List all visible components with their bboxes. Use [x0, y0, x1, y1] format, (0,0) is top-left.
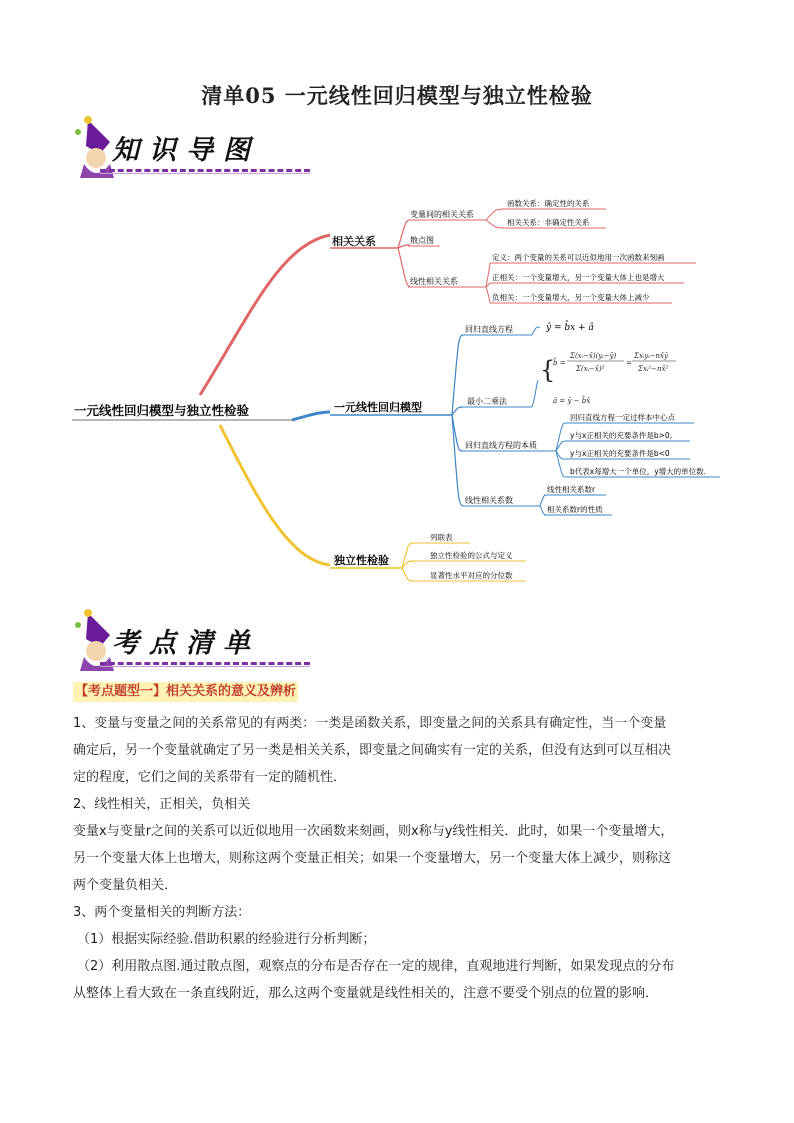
banner-divider [100, 662, 310, 665]
leaf-independence-formula: 独立性检验的公式与定义 [430, 551, 513, 560]
banner-divider [100, 169, 310, 172]
leaf-positive: 正相关：一个变量增大，另一个变量大体上也是增大 [492, 273, 665, 282]
node-linear-relation: 线性相关关系 [410, 277, 458, 286]
branch-related: 相关关系 [332, 235, 376, 248]
svg-text:Σ(xᵢ−x̄)²: Σ(xᵢ−x̄)² [576, 365, 605, 373]
leaf-b-meaning: b代表x每增大一个单位，y增大的单位数. [570, 467, 707, 476]
paragraph: 两个变量负相关． [73, 878, 178, 893]
mindmap-root: 一元线性回归模型与独立性检验 [74, 403, 250, 418]
paragraph: 定的程度，它们之间的关系带有一定的随机性． [73, 770, 347, 785]
svg-text:=: = [626, 359, 632, 367]
leaf-negative: 负相关：一个变量增大，另一个变量大体上减少 [492, 293, 650, 302]
topic-heading: 【考点题型一】相关关系的意义及辨析 [73, 682, 298, 702]
branch-line-2 [292, 412, 330, 420]
leaf-coef-property: 相关系数r的性质 [547, 505, 603, 514]
leaf-contingency: 列联表 [430, 533, 453, 542]
node-var-relation: 变量间的相关关系 [410, 210, 474, 219]
least-squares-formula [540, 352, 676, 405]
svg-text:b̂ =: b̂ = [553, 359, 566, 367]
branch-line-3 [220, 425, 330, 565]
formula-regression: ŷ = b̂x + â [546, 323, 594, 333]
node-scatter: 散点图 [410, 236, 434, 245]
banner-divider-thin [100, 666, 310, 667]
node-regression-essence: 回归直线方程的本质 [465, 441, 537, 450]
node-correlation-coef: 线性相关系数 [465, 496, 513, 505]
paragraph: 另一个变量大体上也增大，则称这两个变量正相关；如果一个变量增大，另一个变量大体上减少，则称这 [73, 851, 672, 866]
leaf-b-negative: y与x正相关的充要条件是b<0 [570, 449, 670, 458]
svg-text:Σxᵢ²−nx̄²: Σxᵢ²−nx̄² [638, 365, 669, 373]
paragraph: 1、变量与变量之间的关系常见的有两类：一类是函数关系，即变量之间的关系具有确定性，当一个变量 [73, 716, 667, 731]
branch-independence: 独立性检验 [334, 554, 389, 567]
paragraph: 确定后，另一个变量就确定了另一类是相关关系，即变量之间确实有一定的关系，但没有达到可以互相决 [73, 743, 672, 758]
mind-map [0, 175, 794, 600]
paragraph: 2、线性相关，正相关，负相关 [73, 797, 251, 812]
branch-regression: 一元线性回归模型 [334, 401, 422, 414]
leaf-b-positive: y与x正相关的充要条件是b>0, [570, 431, 673, 440]
node-least-squares: 最小二乘法 [467, 397, 507, 406]
key-points-title: 考点清单 [112, 628, 260, 659]
banner-divider-thin [100, 173, 310, 174]
leaf-function-relation: 函数关系：确定性的关系 [507, 199, 590, 208]
paragraph: 变量x与变量r之间的关系可以近似地用一次函数来刻画，则x称与y线性相关．此时，如果一个变量增大， [73, 824, 674, 839]
key-points-banner [70, 605, 260, 675]
topic-body [73, 710, 723, 1007]
paragraph: 从整体上看大致在一条直线附近，那么这两个变量就是线性相关的，注意不要受个别点的位置的影响． [73, 986, 659, 1001]
paragraph: 3、两个变量相关的判断方法： [73, 905, 251, 920]
branch-line-1 [200, 235, 330, 395]
leaf-definition: 定义：两个变量的关系可以近似地用一次函数来刻画 [492, 253, 665, 262]
svg-text:Σxᵢyᵢ−nx̄ȳ: Σxᵢyᵢ−nx̄ȳ [634, 352, 668, 360]
svg-text:â = ȳ − b̂x̄: â = ȳ − b̂x̄ [553, 397, 591, 405]
paragraph: （1）根据实际经验.借助积累的经验进行分析判断； [77, 932, 376, 947]
leaf-coef-r: 线性相关系数r [547, 485, 596, 494]
page-title: 清单05 一元线性回归模型与独立性检验 [201, 83, 593, 108]
leaf-passes-center: 回归直线方程一定过样本中心点 [570, 413, 675, 422]
knowledge-map-title: 知识导图 [112, 135, 260, 166]
svg-text:{: { [540, 356, 556, 384]
leaf-quantile: 显著性水平对应的分位数 [430, 571, 513, 580]
node-regression-eq: 回归直线方程 [465, 325, 513, 334]
knowledge-map-banner [70, 112, 260, 182]
svg-text:Σ(xᵢ−x̄)(yᵢ−ȳ): Σ(xᵢ−x̄)(yᵢ−ȳ) [570, 352, 617, 360]
paragraph: （2）利用散点图.通过散点图，观察点的分布是否存在一定的规律，直观地进行判断，如果发现点的分布 [77, 959, 675, 974]
leaf-correlation-relation: 相关关系：非确定性关系 [507, 218, 590, 227]
